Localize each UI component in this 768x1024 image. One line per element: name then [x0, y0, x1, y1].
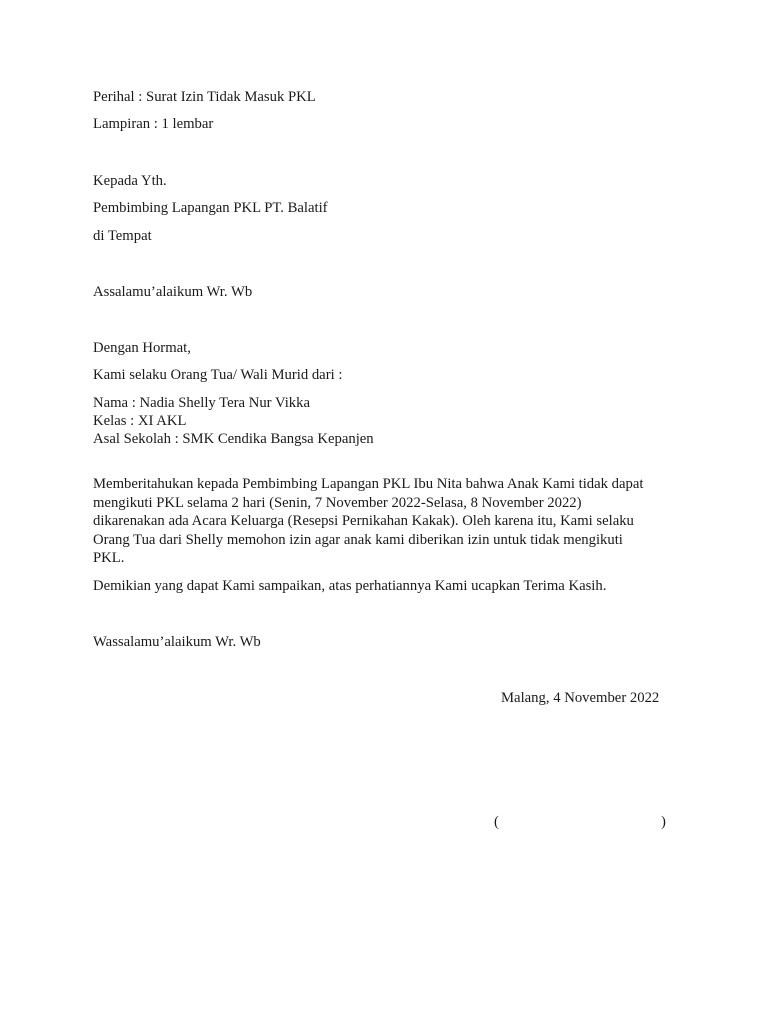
student-school: Asal Sekolah : SMK Cendika Bangsa Kepanjen — [93, 431, 374, 447]
opening-greeting: Assalamu’alaikum Wr. Wb — [93, 284, 253, 300]
body-paragraph — [93, 475, 683, 568]
body-line: mengikuti PKL selama 2 hari (Senin, 7 November 2022-Selasa, 8 November 2022) — [93, 494, 582, 511]
subject-line: Perihal : Surat Izin Tidak Masuk PKL — [93, 89, 316, 105]
recipient-name: Pembimbing Lapangan PKL PT. Balatif — [93, 200, 328, 216]
body-line: dikarenakan ada Acara Keluarga (Resepsi Pernikahan Kakak). Oleh karena itu, Kami selaku — [93, 513, 634, 529]
student-name: Nama : Nadia Shelly Tera Nur Vikka — [93, 395, 310, 411]
signature-close-paren: ) — [661, 814, 666, 830]
salutation: Dengan Hormat, — [93, 340, 191, 356]
place-date: Malang, 4 November 2022 — [501, 690, 660, 706]
student-class: Kelas : XI AKL — [93, 413, 187, 429]
recipient-place: di Tempat — [93, 228, 152, 244]
intro-line: Kami selaku Orang Tua/ Wali Murid dari : — [93, 367, 343, 383]
closing-statement: Demikian yang dapat Kami sampaikan, atas perhatiannya Kami ucapkan Terima Kasih. — [93, 578, 607, 594]
body-line: Orang Tua dari Shelly memohon izin agar anak kami diberikan izin untuk tidak mengikuti — [93, 531, 623, 548]
body-line: Memberitahukan kepada Pembimbing Lapangan PKL Ibu Nita bahwa Anak Kami tidak dapat — [93, 476, 644, 492]
body-line: PKL. — [93, 550, 125, 566]
attachment-line: Lampiran : 1 lembar — [93, 116, 214, 132]
closing-greeting: Wassalamu’alaikum Wr. Wb — [93, 634, 261, 650]
recipient-title: Kepada Yth. — [93, 173, 167, 189]
signature-open-paren: ( — [494, 814, 499, 830]
